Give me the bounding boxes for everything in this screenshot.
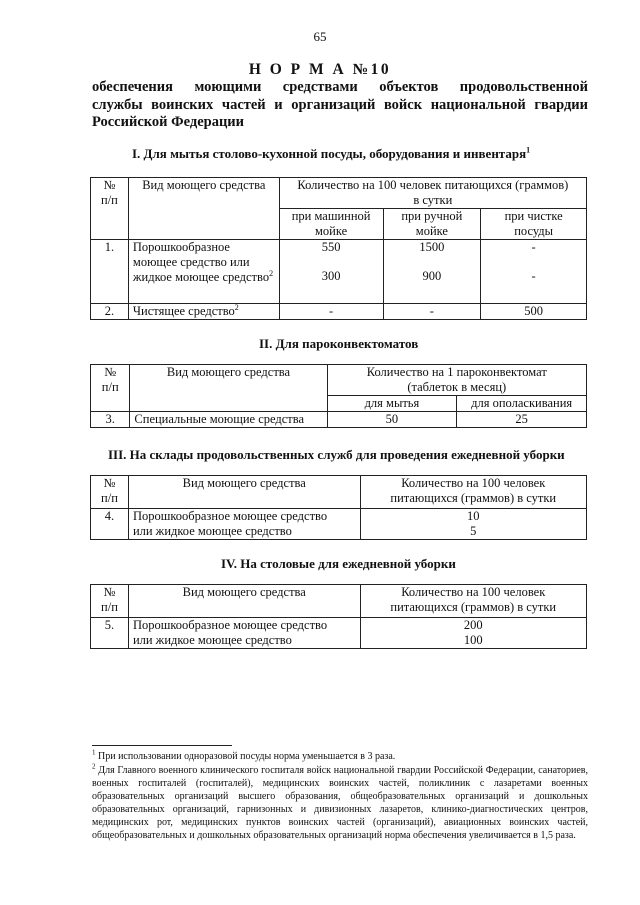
col-header-qty: Количество на 1 пароконвектомат (таблеток в месяц) [327, 365, 586, 396]
col-header-num: № п/п [91, 476, 129, 509]
cell-qty: 10 5 [360, 509, 587, 540]
subheader-machine: при машинной мойке [279, 209, 383, 240]
table-row [91, 304, 587, 320]
col-header-num: № п/п [91, 585, 129, 618]
document-title: Н О Р М А №10 [248, 61, 392, 78]
table-row [91, 412, 587, 428]
cell-qty: 200 100 [360, 618, 587, 649]
row-name: Порошкообразное моющее средство или жидкое моющее средство$^2$ [128, 240, 279, 304]
col-header-qty: Количество на 100 человек питающихся (граммов) в сутки [279, 178, 586, 209]
section-3-table [90, 475, 587, 540]
table-row [91, 618, 587, 649]
col-header-qty: Количество на 100 человек питающихся (граммов) в сутки [360, 585, 587, 618]
subheader-rinse: для ополаскивания [457, 396, 587, 412]
table-row [91, 509, 587, 540]
section-3-heading: III. На склады продовольственных служб для проведения ежедневной уборки [108, 447, 565, 462]
footnote-ref-1: 1 [526, 145, 531, 155]
subtitle-line-2: службы воинских частей и организаций войск национальной гвардии [92, 97, 588, 113]
footnote-2: $^2$ Для Главного военного клинического госпиталя войск национальной гвардии Российской Федерации, санаториев, военных госпиталей (госпиталей), медицинских воинских частей, поликлиник с лазаретами военных образовательных организаций высшего образования, общеобразовательных организаций и дошкольных образовательных организаций, гарнизонных и дивизионных лазаретов, клинико-диагностических центров, медицинских рот, медицинских пунктов воинских частей (организаций), авиационных воинских частей, общеобразовательных и дошкольных образовательных организаций норма обеспечения увеличивается в 1,5 раза. [92, 762, 589, 841]
row-num: 1. [91, 240, 129, 304]
footnote-1: $^1$ При использовании одноразовой посуды норма уменьшается в 3 раза. [92, 748, 396, 762]
section-2-table [90, 364, 587, 428]
footnote-separator [92, 745, 232, 746]
row-name: Порошкообразное моющее средство или жидкое моющее средство [128, 618, 360, 649]
cell-machine: 550 300 [279, 240, 383, 304]
subheader-cleaning: при чистке посуды [481, 209, 587, 240]
row-num: 2. [91, 304, 129, 320]
col-header-type: Вид моющего средства [128, 585, 360, 618]
col-header-num: № п/п [91, 178, 129, 240]
subheader-manual: при ручной мойке [383, 209, 481, 240]
subtitle-line-1: обеспечения моющими средствами объектов продовольственной [92, 79, 588, 95]
document-subtitle [92, 78, 588, 114]
cell-cleaning: - - [481, 240, 587, 304]
col-header-type: Вид моющего средства [128, 476, 360, 509]
row-name: Специальные моющие средства [130, 412, 327, 428]
col-header-type: Вид моющего средства [130, 365, 327, 412]
cell-cleaning: 500 [481, 304, 587, 320]
footnote-ref-2: 2 [269, 268, 274, 278]
table-row [91, 240, 587, 304]
row-name: Порошкообразное моющее средство или жидкое моющее средство [128, 509, 360, 540]
cell-machine: - [279, 304, 383, 320]
col-header-num: № п/п [91, 365, 130, 412]
cell-manual: 1500 900 [383, 240, 481, 304]
section-2-heading: II. Для пароконвектоматов [259, 336, 419, 351]
col-header-type: Вид моющего средства [128, 178, 279, 240]
cell-wash: 50 [327, 412, 457, 428]
page-number: 65 [313, 29, 327, 44]
subheader-wash: для мытья [327, 396, 457, 412]
section-1-table [90, 177, 587, 320]
col-header-qty: Количество на 100 человек питающихся (граммов) в сутки [360, 476, 587, 509]
row-name: Чистящее средство$^2$ [128, 304, 279, 320]
section-4-table [90, 584, 587, 649]
section-1-heading: I. Для мытья столово-кухонной посуды, оборудования и инвентаря$^1$ [132, 145, 531, 161]
row-num: 5. [91, 618, 129, 649]
footnote-ref-2: 2 [234, 302, 239, 312]
cell-rinse: 25 [457, 412, 587, 428]
row-num: 4. [91, 509, 129, 540]
section-4-heading: IV. На столовые для ежедневной уборки [221, 556, 456, 571]
subtitle-line-3: Российской Федерации [92, 114, 245, 130]
row-num: 3. [91, 412, 130, 428]
cell-manual: - [383, 304, 481, 320]
